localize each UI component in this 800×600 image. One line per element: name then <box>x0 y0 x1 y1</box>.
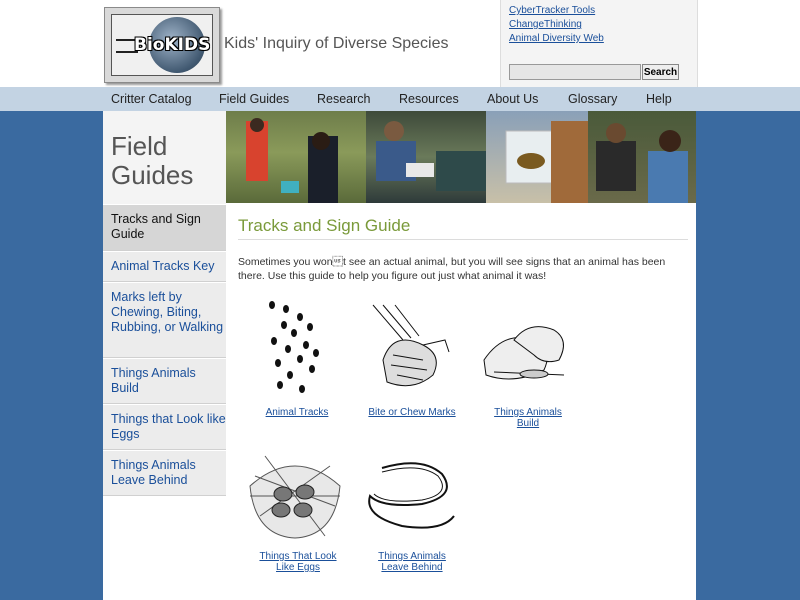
nav-research[interactable]: Research <box>317 92 371 106</box>
guide-link-animal-tracks[interactable]: Animal Tracks <box>265 407 329 418</box>
sidebar-item-label: Things Animals Build <box>111 366 196 395</box>
sidebar-item-things-look-like-eggs[interactable] <box>103 404 226 450</box>
toplinks-panel <box>500 0 698 87</box>
left-background <box>0 111 103 600</box>
sidebar-item-label: Tracks and Sign Guide <box>111 212 201 241</box>
nav-help[interactable]: Help <box>646 92 672 106</box>
intro-text: Sometimes you won t see an actual animal, but you will see signs that an animal has been there. Use this guide to help you figure out just what animal it was! <box>238 256 666 282</box>
guide-link-things-look-like-eggs[interactable]: Things That Look Like Eggs <box>259 551 337 573</box>
sidebar-item-label: Marks left by Chewing, Biting, Rubbing, or Walking <box>111 290 224 334</box>
sidebar-item-label: Things that Look like Eggs <box>111 412 226 441</box>
main-content <box>226 203 696 600</box>
sidebar-item-label: Things Animals Leave Behind <box>111 458 196 487</box>
search-input[interactable] <box>509 64 641 80</box>
nav-critter-catalog[interactable]: Critter Catalog <box>111 92 192 106</box>
animal-tracks-image[interactable] <box>266 297 326 399</box>
title-divider <box>238 239 688 240</box>
search-button[interactable]: Search <box>642 64 679 80</box>
beaver-chewing-image[interactable] <box>363 300 455 396</box>
right-background <box>696 111 800 600</box>
cocoon-image[interactable] <box>474 300 572 396</box>
snake-skin-image[interactable] <box>362 456 460 534</box>
site-tagline: Kids' Inquiry of Diverse Species <box>224 35 449 52</box>
kids-writing-photo <box>366 111 486 203</box>
main-nav <box>0 87 800 112</box>
nav-about-us[interactable]: About Us <box>487 92 539 106</box>
kids-outdoors-photo <box>588 111 696 203</box>
sidebar-item-marks-left[interactable] <box>103 282 226 358</box>
sidebar-item-label: Animal Tracks Key <box>111 259 215 273</box>
guide-link-things-animals-leave-behind[interactable]: Things Animals Leave Behind <box>378 551 446 573</box>
kids-observing-photo <box>226 111 366 203</box>
nest-eggs-image[interactable] <box>245 446 347 542</box>
toplink-cybertracker[interactable]: CyberTracker Tools <box>509 5 596 16</box>
insect-jar-photo <box>486 111 588 203</box>
page-title: Tracks and Sign Guide <box>238 216 411 235</box>
biokids-logo[interactable] <box>104 7 220 83</box>
toplink-changethinking[interactable]: ChangeThinking <box>509 19 582 30</box>
sidebar-item-animal-tracks-key[interactable] <box>103 251 226 282</box>
sidebar-item-tracks-and-sign-guide[interactable] <box>103 204 226 251</box>
photo-banner <box>226 111 696 203</box>
guide-link-things-animals-build[interactable]: Things Animals Build <box>494 407 562 429</box>
header <box>0 0 800 87</box>
guide-link-bite-or-chew-marks[interactable]: Bite or Chew Marks <box>368 407 456 418</box>
sidebar <box>103 111 226 600</box>
logo-frame <box>111 14 213 76</box>
nav-resources[interactable]: Resources <box>399 92 459 106</box>
sidebar-item-things-animals-build[interactable] <box>103 358 226 404</box>
toplink-animal-diversity-web[interactable]: Animal Diversity Web <box>509 33 604 44</box>
nav-field-guides[interactable]: Field Guides <box>219 92 290 106</box>
sidebar-title: Field Guides <box>111 131 194 190</box>
nav-glossary[interactable]: Glossary <box>568 92 618 106</box>
sidebar-item-things-animals-leave-behind[interactable] <box>103 450 226 496</box>
logo-text: BioKIDS <box>134 35 211 55</box>
